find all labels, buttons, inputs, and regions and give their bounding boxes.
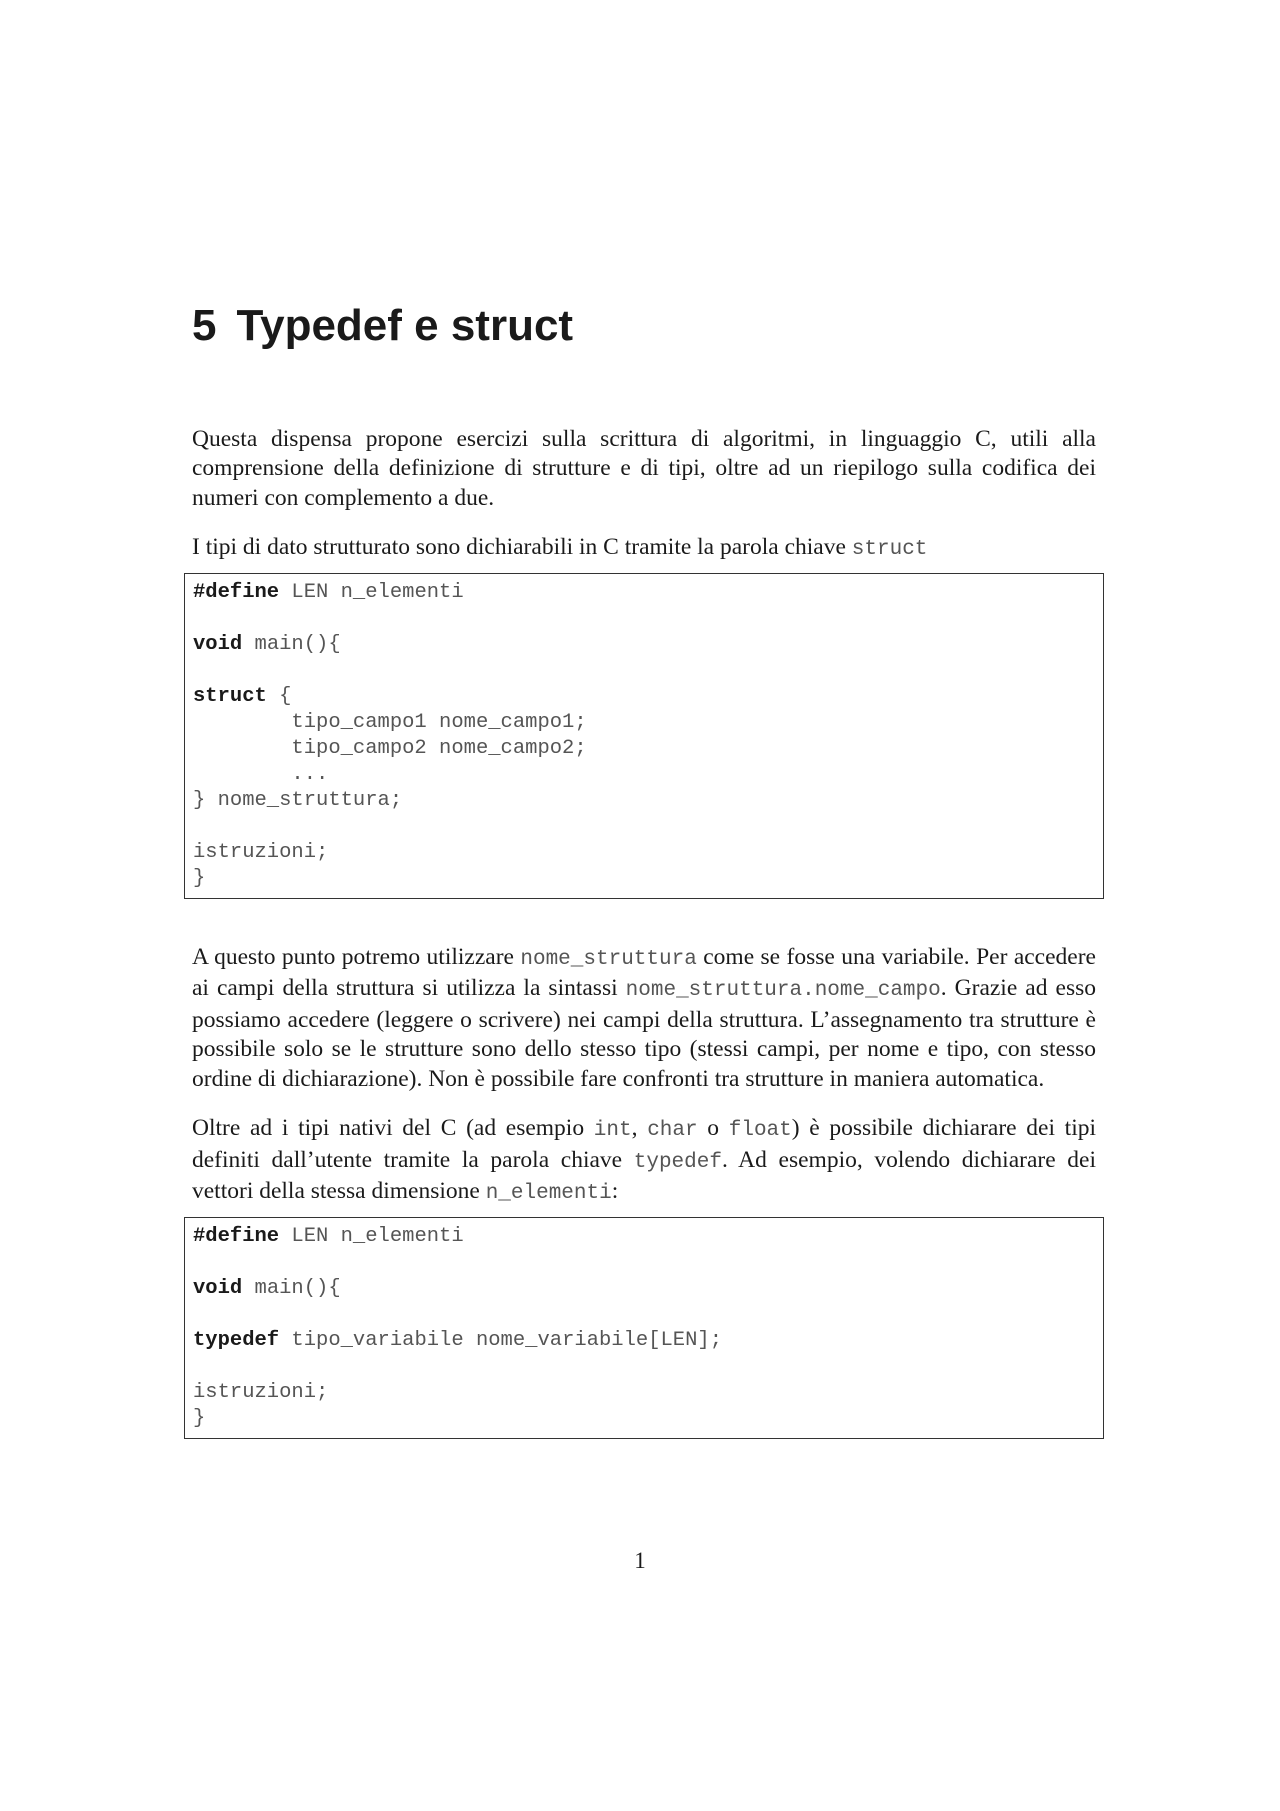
code-line: [193, 684, 1095, 710]
para3-text-4: ) è possibile dichiarare dei tipi definiti dall’utente tramite la parola chiave: [192, 1115, 1097, 1173]
code-text: tipo_campo1 nome_campo1;: [193, 710, 587, 734]
code-line: [193, 1302, 1095, 1328]
code-keyword: #define: [193, 580, 280, 604]
code-text: tipo_campo2 nome_campo2;: [193, 736, 587, 760]
struct-intro-text: I tipi di dato strutturato sono dichiarabili in C tramite la parola chiave: [192, 534, 852, 561]
code-line: [193, 1380, 1095, 1406]
code-keyword: void: [193, 1276, 243, 1300]
code-text: istruzioni;: [193, 840, 329, 864]
code-line: [193, 840, 1095, 866]
intro-paragraph: Questa dispensa propone esercizi sulla scrittura di algoritmi, in linguaggio C, utili alla comprensione della definizione di strutture e di tipi, oltre ad un riepilogo sulla codifica dei numeri con complemento a due.: [192, 425, 1096, 511]
para3-code-typedef: typedef: [633, 1150, 722, 1174]
para2-text-2: come se fosse una variabile. Per accedere ai campi della struttura si utilizza la sintassi: [192, 943, 1096, 1002]
struct-usage-paragraph: [192, 943, 1096, 1095]
code-keyword: struct: [193, 684, 267, 708]
section-heading: [192, 300, 1096, 353]
code-line: [193, 632, 1095, 658]
para3-text-6: :: [611, 1178, 619, 1205]
code-text: main(){: [242, 1276, 341, 1300]
code-line: [193, 710, 1095, 736]
code-line: [193, 1224, 1095, 1250]
code-line: [193, 788, 1095, 814]
code-text: tipo_variabile nome_variabile[LEN];: [279, 1328, 722, 1352]
page-content: [192, 300, 1096, 1483]
code-line: [193, 1328, 1095, 1354]
code-text: } nome_struttura;: [193, 788, 403, 812]
code-line: [193, 1250, 1095, 1276]
para2-code-1: nome_struttura: [520, 947, 697, 971]
section-title: Typedef e struct: [236, 301, 574, 350]
struct-intro-paragraph: [192, 533, 1096, 565]
struct-keyword: struct: [851, 538, 928, 562]
para2-code-2: nome_struttura.nome_campo: [625, 979, 941, 1003]
para3-text-1: Oltre ad i tipi nativi del C (ad esempio: [192, 1115, 594, 1142]
code-line: [193, 1354, 1095, 1380]
code-line: [193, 1406, 1095, 1432]
para3-text-3: o: [697, 1115, 729, 1142]
para2-text-3: . Grazie ad esso possiamo accedere (leggere o scrivere) nei campi della struttura. L’assegnamento tra strutture è possibile solo se le strutture sono dello stesso tipo (stessi campi, per nome e tipo, con stesso ordine di dichiarazione). Non è possibile fare confronti tra strutture in maniera automatica.: [192, 975, 1096, 1092]
code-line: [193, 1276, 1095, 1302]
para3-text-2: ,: [631, 1115, 648, 1142]
code-keyword: #define: [193, 1224, 280, 1248]
code-line: [193, 762, 1095, 788]
code-keyword: typedef: [193, 1328, 280, 1352]
struct-code-block: [184, 573, 1104, 899]
para3-code-char: char: [647, 1119, 698, 1143]
typedef-code-block: [184, 1217, 1104, 1439]
code-text: {: [266, 684, 292, 708]
para3-code-int: int: [593, 1119, 632, 1143]
code-text: }: [193, 1406, 206, 1430]
code-line: [193, 866, 1095, 892]
code-text: istruzioni;: [193, 1380, 329, 1404]
para3-text-5: . Ad esempio, volendo dichiarare dei vettori della stessa dimensione: [192, 1146, 1097, 1205]
page-number: 1: [634, 1548, 646, 1573]
code-text: }: [193, 866, 206, 890]
code-text: LEN n_elementi: [279, 1224, 464, 1248]
para2-text-1: A questo punto potremo utilizzare: [192, 943, 521, 970]
para3-code-n-elementi: n_elementi: [485, 1182, 612, 1206]
code-line: [193, 736, 1095, 762]
code-text: LEN n_elementi: [279, 580, 464, 604]
code-text: main(){: [242, 632, 341, 656]
para3-code-float: float: [728, 1119, 792, 1143]
code-line: [193, 580, 1095, 606]
code-line: [193, 658, 1095, 684]
code-line: [193, 814, 1095, 840]
code-text: ...: [193, 762, 329, 786]
typedef-paragraph: [192, 1114, 1096, 1209]
code-line: [193, 606, 1095, 632]
section-number: 5: [192, 301, 217, 350]
code-keyword: void: [193, 632, 243, 656]
